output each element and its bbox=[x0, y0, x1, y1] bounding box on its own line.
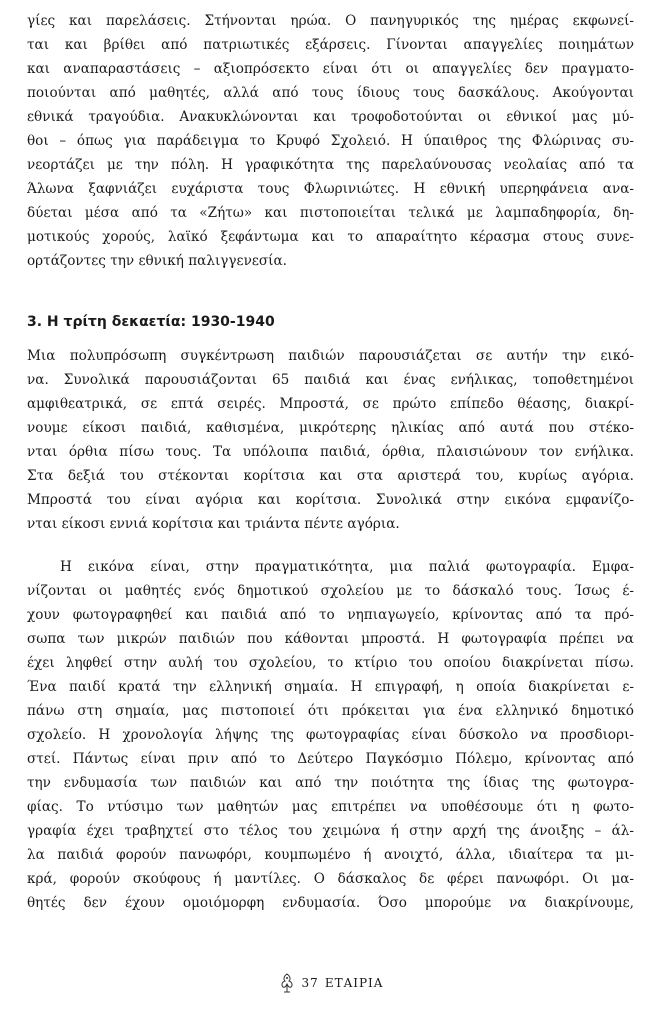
page-footer bbox=[0, 972, 661, 994]
text-line: γραφία έχει τραβηχτεί στο τέλος του χειμώνα ή στην αρχή της άνοιξης – άλ- bbox=[27, 823, 634, 839]
page-number: 37 bbox=[301, 976, 319, 990]
text-line: κρά, φορούν σκούφους ή μαντίλες. Ο δάσκαλος δε φέρει πανωφόρι. Οι μα- bbox=[27, 871, 634, 887]
text-line: Άλωνα ξαφνιάζει ευχάριστα τους Φλωρινιώτες. Η εθνική υπερηφάνεια ανα- bbox=[27, 181, 634, 197]
text-line: να. Συνολικά παρουσιάζονται 65 παιδιά και ένας ενήλικας, τοποθετημένοι bbox=[27, 372, 634, 388]
text-line: την ενδυμασία των παιδιών και από την ποιότητα της ίδιας της φωτογρα- bbox=[27, 775, 634, 791]
text-line: νεορτάζει με την πόλη. Η γραφικότητα της παρελαύνουσας νεολαίας από τα bbox=[27, 157, 634, 173]
text-line: πάνω στη σημαία, μας πιστοποιεί ότι πρόκειται για ένα ελληνικό δημοτικό bbox=[27, 703, 634, 719]
text-line: θητές δεν έχουν ομοιόμορφη ενδυμασία. Όσο μπορούμε να διακρίνουμε, bbox=[27, 895, 634, 911]
text-line: νται όρθια πίσω τους. Τα υπόλοιπα παιδιά, όρθια, πλαισιώνουν τον ενήλικα. bbox=[27, 444, 634, 460]
text-line: ορτάζοντες την εθνική παλιγγενεσία. bbox=[27, 253, 287, 269]
text-line: ται και βρίθει από πατριωτικές εξάρσεις. Γίνονται απαγγελίες ποιημάτων bbox=[27, 37, 634, 53]
text-line: δύεται μέσα από τα «Ζήτω» και πιστοποιείται τελικά με λαμπαδηφορία, δη- bbox=[27, 205, 634, 221]
text-line: γίες και παρελάσεις. Στήνονται ηρώα. Ο πανηγυρικός της ημέρας εκφωνεί- bbox=[27, 13, 634, 29]
text-line: χουν φωτογραφηθεί και παιδιά από το νηπιαγωγείο, κρίνοντας από τα πρό- bbox=[27, 607, 634, 623]
text-line: φίας. Το ντύσιμο των μαθητών μας επιτρέπει να υποθέσουμε ότι η φωτο- bbox=[27, 799, 634, 815]
text-line: στεί. Πάντως είναι πριν από το Δεύτερο Παγκόσμιο Πόλεμο, κρίνοντας από bbox=[27, 751, 634, 767]
text-line: έχει ληφθεί στην αυλή του σχολείου, το κτίριο του οποίου διακρίνεται πίσω. bbox=[27, 655, 634, 671]
text-line: νίζονται οι μαθητές ενός δημοτικού σχολείου με το δάσκαλό τους. Ίσως έ- bbox=[27, 583, 634, 599]
text-line: θοι – όπως για παράδειγμα το Κρυφό Σχολειό. Η ύπαιθρος της Φλώρινας συ- bbox=[27, 133, 634, 149]
text-line: Μια πολυπρόσωπη συγκέντρωση παιδιών παρουσιάζεται σε αυτήν την εικό- bbox=[27, 348, 634, 364]
text-line: σωπα των μικρών παιδιών που κάθονται μπροστά. Η φωτογραφία πρέπει να bbox=[27, 631, 634, 647]
text-line: σχολείο. Η χρονολογία λήψης της φωτογραφίας είναι δύσκολο να προσδιορι- bbox=[27, 727, 634, 743]
paragraph-1 bbox=[27, 9, 634, 273]
text-line: Στα δεξιά του στέκονται κορίτσια και στα αριστερά του, κυρίως αγόρια. bbox=[27, 468, 634, 484]
section-heading: 3. Η τρίτη δεκαετία: 1930-1940 bbox=[27, 314, 275, 330]
text-line: Η εικόνα είναι, στην πραγματικότητα, μια παλιά φωτογραφία. Εμφα- bbox=[60, 559, 634, 575]
publisher-name: ΕΤΑΙΡΙΑ bbox=[324, 976, 384, 990]
text-line: νουμε είκοσι παιδιά, καθισμένα, μικρότερης ηλικίας από αυτά που στέκο- bbox=[27, 420, 634, 436]
text-line: και αναπαραστάσεις – αξιοπρόσεκτο είναι ότι οι απαγγελίες δεν πραγματο- bbox=[27, 61, 634, 77]
text-line: εθνικά τραγούδια. Ανακυκλώνονται και τροφοδοτούνται οι εθνικοί μας μύ- bbox=[27, 109, 634, 125]
paragraph-2 bbox=[27, 344, 634, 536]
text-line: Ένα παιδί κρατά την ελληνική σημαία. Η επιγραφή, η οποία διακρίνεται ε- bbox=[27, 679, 634, 695]
paragraph-3 bbox=[27, 555, 634, 915]
text-line: μοτικούς χορούς, λαϊκό ξεφάντωμα και το απαραίτητο κέρασμα στους συνε- bbox=[27, 229, 634, 245]
text-line: αμφιθεατρικά, σε επτά σειρές. Μπροστά, σε πρώτο επίπεδο θέασης, διακρί- bbox=[27, 396, 634, 412]
text-line: ποιούνται από μαθητές, αλλά από τους ίδιους τους δασκάλους. Ακούγονται bbox=[27, 85, 634, 101]
text-line: λα παιδιά φορούν πανωφόρι, κουμπωμένο ή ανοιχτό, άλλα, ιδιαίτερα τα μι- bbox=[27, 847, 634, 863]
text-line: Μπροστά του είναι αγόρια και κορίτσια. Συνολικά στην εικόνα εμφανίζο- bbox=[27, 492, 634, 508]
text-line: νται είκοσι εννιά κορίτσια και τριάντα πέντε αγόρια. bbox=[27, 516, 400, 532]
publisher-logo-icon bbox=[278, 972, 296, 994]
